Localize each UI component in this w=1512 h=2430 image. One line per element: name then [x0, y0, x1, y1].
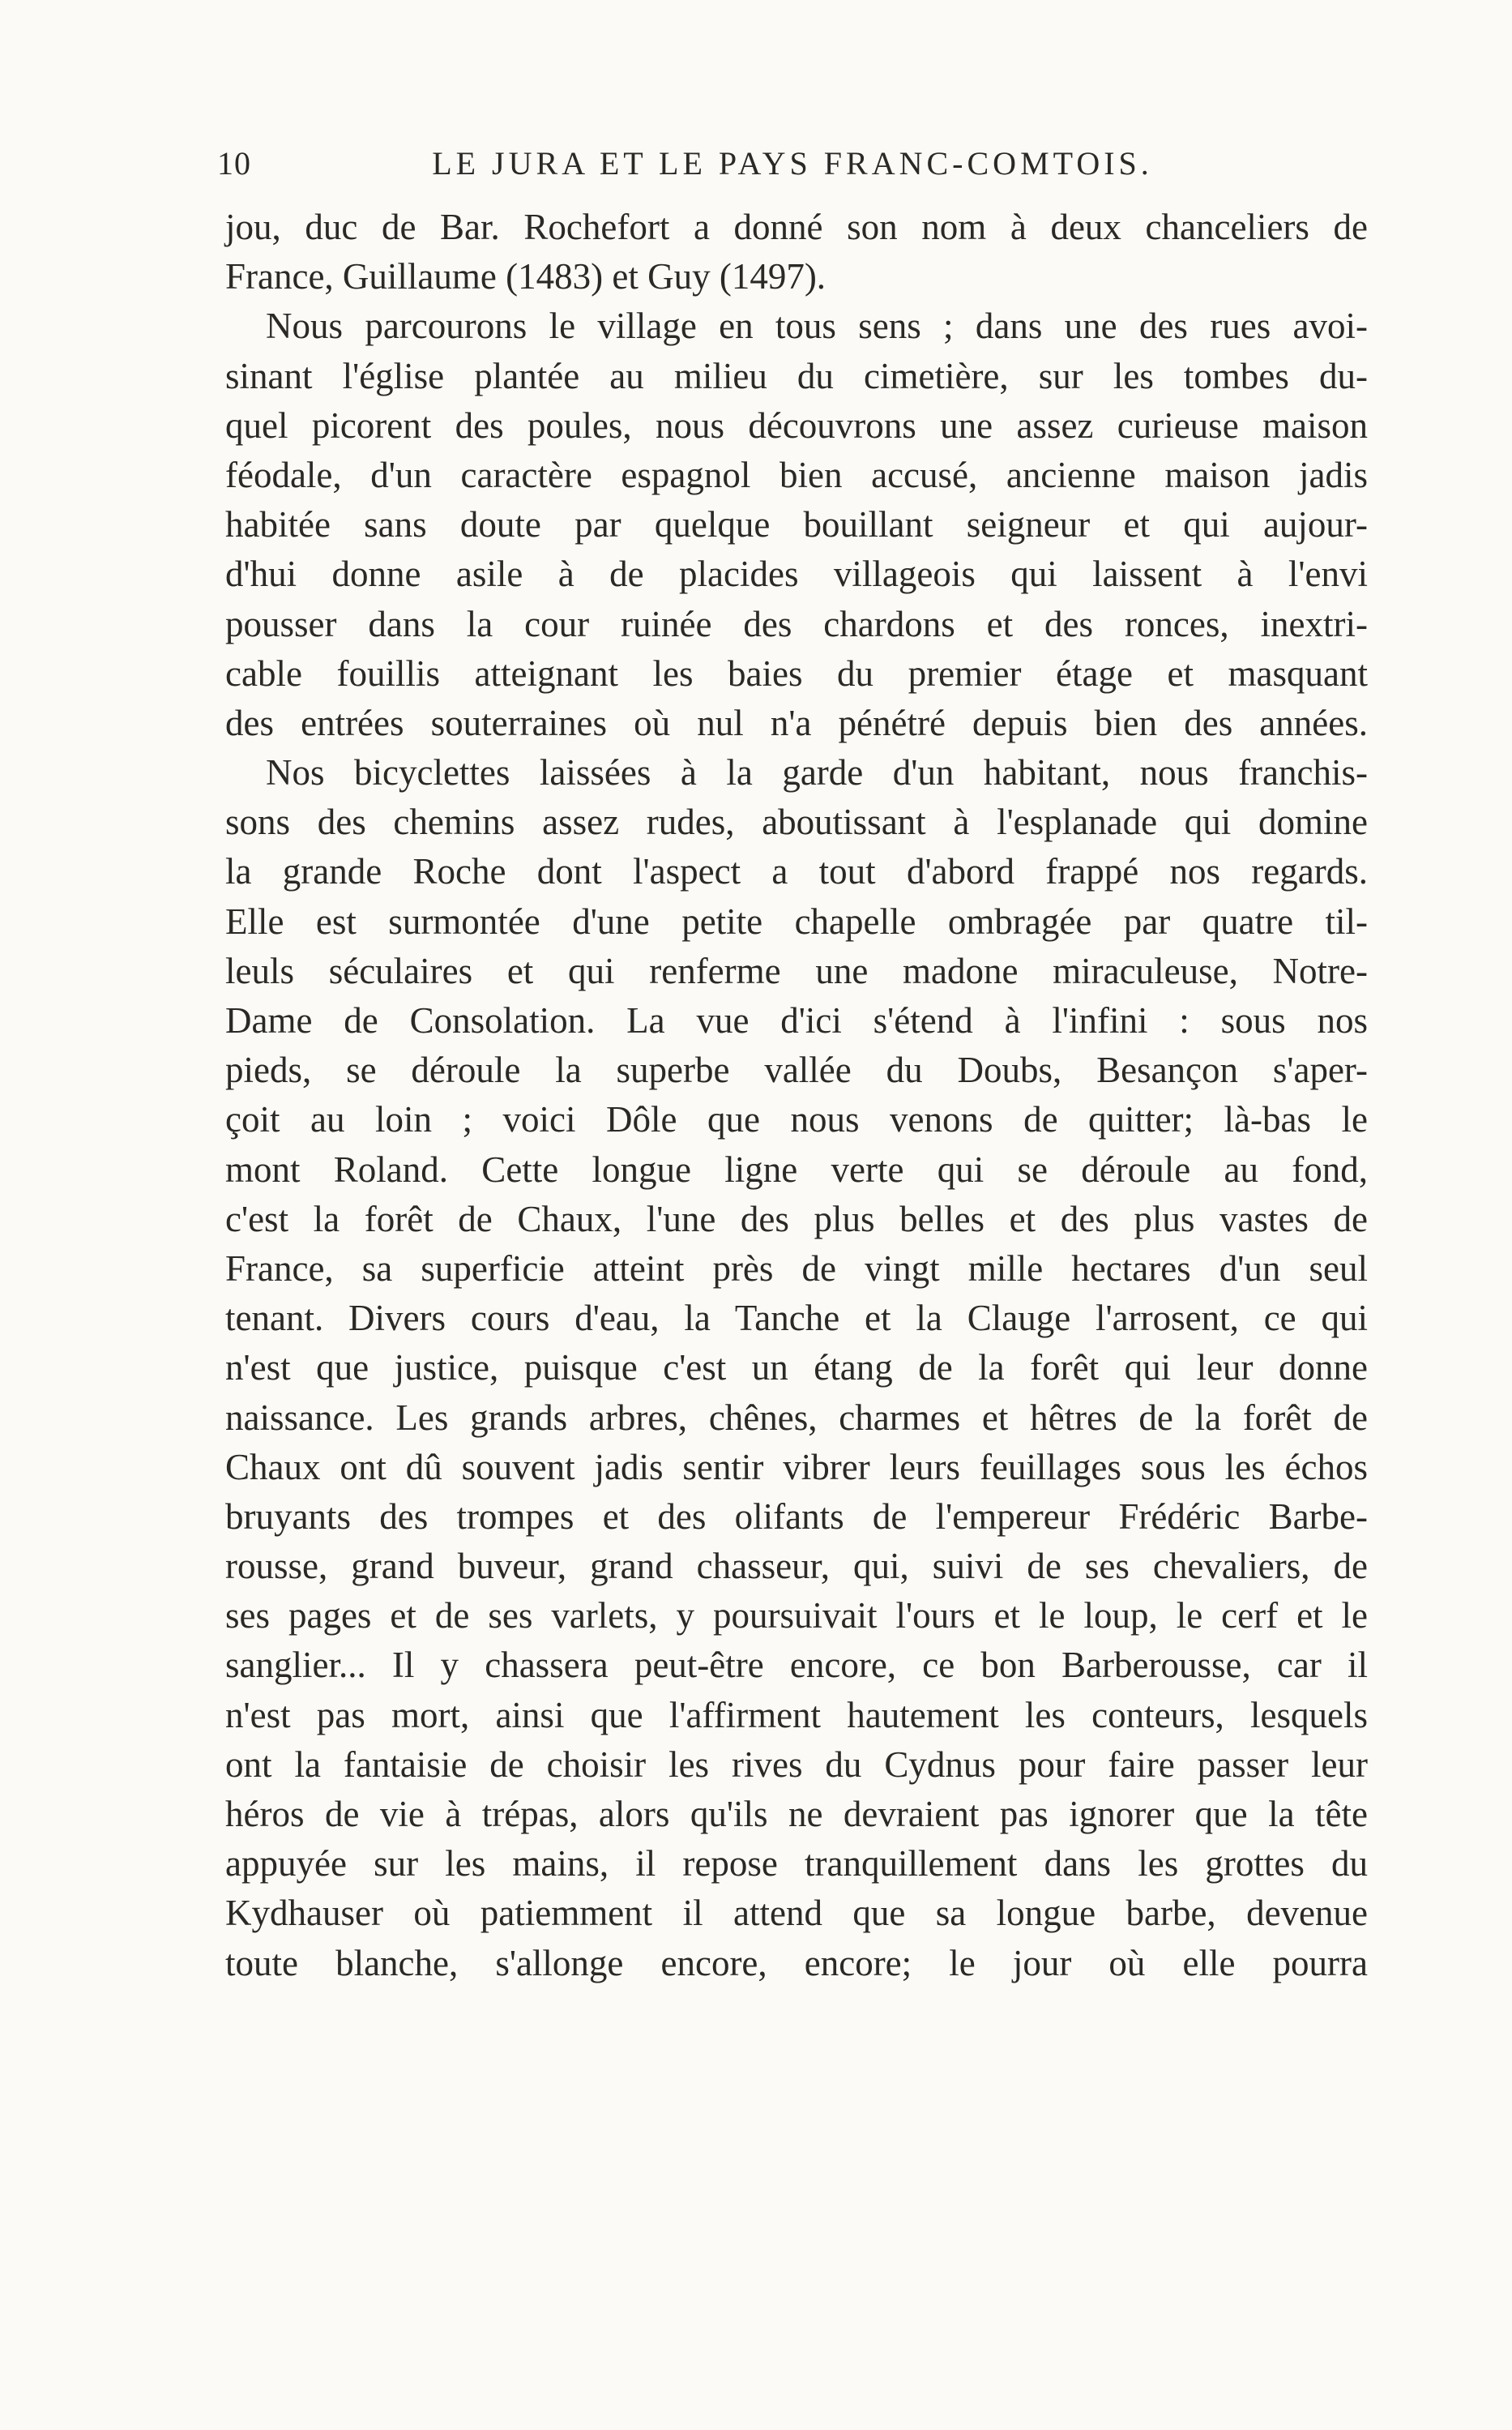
- text-line: toute blanche, s'allonge encore, encore; le jour où elle pourra: [225, 1942, 1368, 1983]
- text-line: Dame de Consolation. La vue d'ici s'étend à l'infini : sous nos: [225, 1000, 1368, 1041]
- text-line: cable fouillis atteignant les baies du premier étage et masquant: [225, 652, 1368, 694]
- text-line: naissance. Les grands arbres, chênes, charmes et hêtres de la forêt de: [225, 1397, 1368, 1438]
- text-line: leuls séculaires et qui renferme une madone miraculeuse, Notre-: [225, 950, 1368, 991]
- text-line: c'est la forêt de Chaux, l'une des plus belles et des plus vastes de: [225, 1198, 1368, 1239]
- text-line: pieds, se déroule la superbe vallée du Doubs, Besançon s'aper-: [225, 1050, 1368, 1091]
- text-line: féodale, d'un caractère espagnol bien accusé, ancienne maison jadis: [225, 454, 1368, 495]
- text-line: sanglier... Il y chassera peut-être encore, ce bon Barberousse, car il: [225, 1645, 1368, 1686]
- running-head: [217, 144, 1368, 193]
- text-line: la grande Roche dont l'aspect a tout d'abord frappé nos regards.: [225, 851, 1368, 892]
- page-number: 10: [217, 145, 251, 182]
- text-line: France, sa superficie atteint près de vingt mille hectares d'un seul: [225, 1247, 1368, 1289]
- text-line: Nos bicyclettes laissées à la garde d'un habitant, nous franchis-: [266, 752, 1368, 794]
- text-line: héros de vie à trépas, alors qu'ils ne devraient pas ignorer que la tête: [225, 1794, 1368, 1834]
- text-line: sinant l'église plantée au milieu du cimetière, sur les tombes du-: [225, 355, 1368, 396]
- text-line: çoit au loin ; voici Dôle que nous venons de quitter; là-bas le: [225, 1099, 1368, 1140]
- text-line: habitée sans doute par quelque bouillant seigneur et qui aujour-: [225, 504, 1368, 545]
- text-line: sons des chemins assez rudes, aboutissant à l'esplanade qui domine: [225, 802, 1368, 843]
- text-line: bruyants des trompes et des olifants de l'empereur Frédéric Barbe-: [225, 1495, 1368, 1537]
- text-line: ses pages et de ses varlets, y poursuivait l'ours et le loup, le cerf et le: [225, 1595, 1368, 1636]
- text-line: mont Roland. Cette longue ligne verte qui se déroule au fond,: [225, 1149, 1368, 1190]
- text-line: n'est que justice, puisque c'est un étang de la forêt qui leur donne: [225, 1347, 1368, 1388]
- text-line: n'est pas mort, ainsi que l'affirment hautement les conteurs, lesquels: [225, 1694, 1368, 1735]
- text-line: France, Guillaume (1483) et Guy (1497).: [225, 256, 826, 297]
- text-line: d'hui donne asile à de placides villageois qui laissent à l'envi: [225, 554, 1368, 595]
- text-line: Nous parcourons le village en tous sens ; dans une des rues avoi-: [266, 306, 1368, 347]
- text-line: des entrées souterraines où nul n'a pénétré depuis bien des années.: [225, 702, 1368, 743]
- text-line: Elle est surmontée d'une petite chapelle ombragée par quatre til-: [225, 901, 1368, 942]
- text-line: pousser dans la cour ruinée des chardons et des ronces, inextri-: [225, 603, 1368, 644]
- text-line: tenant. Divers cours d'eau, la Tanche et la Clauge l'arrosent, ce qui: [225, 1298, 1368, 1339]
- body-text: [225, 203, 1368, 1988]
- text-line: Kydhauser où patiemment il attend que sa longue barbe, devenue: [225, 1893, 1368, 1934]
- text-line: ont la fantaisie de choisir les rives du Cydnus pour faire passer leur: [225, 1743, 1368, 1785]
- text-line: jou, duc de Bar. Rochefort a donné son nom à deux chanceliers de: [225, 207, 1368, 247]
- text-line: quel picorent des poules, nous découvrons une assez curieuse maison: [225, 404, 1368, 446]
- text-line: rousse, grand buveur, grand chasseur, qui, suivi de ses chevaliers, de: [225, 1546, 1368, 1587]
- running-title: LE JURA ET LE PAYS FRANC-COMTOIS.: [432, 145, 1153, 182]
- text-line: appuyée sur les mains, il repose tranquillement dans les grottes du: [225, 1843, 1368, 1885]
- text-line: Chaux ont dû souvent jadis sentir vibrer leurs feuillages sous les échos: [225, 1446, 1368, 1487]
